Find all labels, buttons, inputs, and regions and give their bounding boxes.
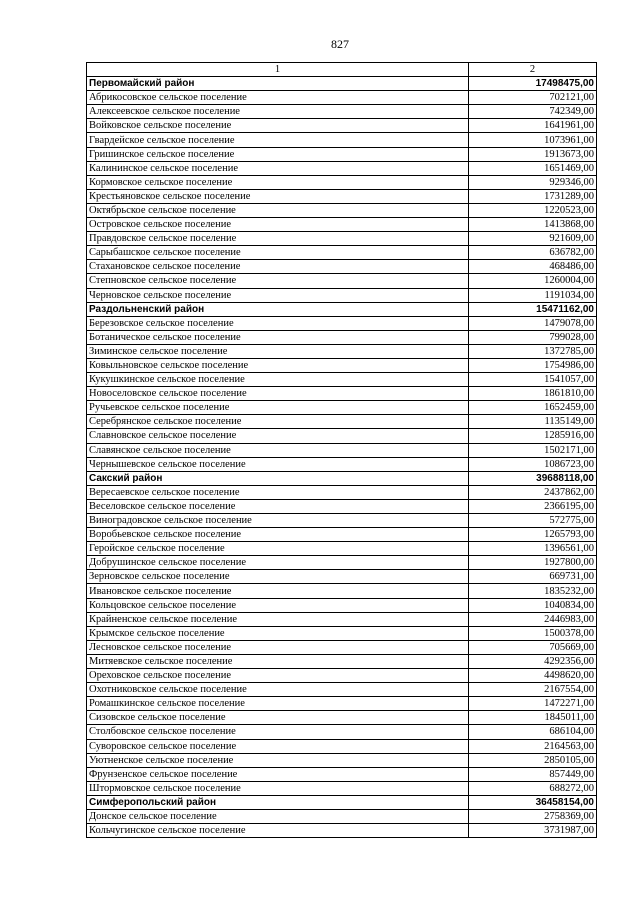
settlement-amount: 1472271,00 xyxy=(469,697,597,711)
table-row xyxy=(87,767,597,781)
table-row xyxy=(87,739,597,753)
table-row xyxy=(87,824,597,838)
settlement-amount: 921609,00 xyxy=(469,232,597,246)
column-header-1: 1 xyxy=(87,63,469,77)
table-row xyxy=(87,626,597,640)
table-row xyxy=(87,189,597,203)
table-row xyxy=(87,584,597,598)
table-row xyxy=(87,175,597,189)
settlement-amount: 1073961,00 xyxy=(469,133,597,147)
table-row xyxy=(87,260,597,274)
settlement-name: Ручьевское сельское поселение xyxy=(87,401,469,415)
settlement-name: Ботаническое сельское поселение xyxy=(87,330,469,344)
settlement-amount: 1135149,00 xyxy=(469,415,597,429)
settlement-name: Митяевское сельское поселение xyxy=(87,654,469,668)
settlement-name: Штормовское сельское поселение xyxy=(87,781,469,795)
column-header-2: 2 xyxy=(469,63,597,77)
table-row xyxy=(87,654,597,668)
table-row xyxy=(87,415,597,429)
district-total: 15471162,00 xyxy=(469,302,597,316)
district-row xyxy=(87,795,597,809)
settlement-name: Кормовское сельское поселение xyxy=(87,175,469,189)
table-row xyxy=(87,316,597,330)
settlement-amount: 1927800,00 xyxy=(469,556,597,570)
table-row xyxy=(87,147,597,161)
settlement-amount: 1861810,00 xyxy=(469,387,597,401)
settlement-amount: 1191034,00 xyxy=(469,288,597,302)
settlement-name: Столбовское сельское поселение xyxy=(87,725,469,739)
settlement-name: Правдовское сельское поселение xyxy=(87,232,469,246)
table-row xyxy=(87,669,597,683)
table-row xyxy=(87,443,597,457)
settlement-amount: 572775,00 xyxy=(469,514,597,528)
settlement-name: Веселовское сельское поселение xyxy=(87,499,469,513)
district-name: Сакский район xyxy=(87,471,469,485)
settlement-name: Чернышевское сельское поселение xyxy=(87,457,469,471)
settlement-name: Стахановское сельское поселение xyxy=(87,260,469,274)
settlement-name: Ивановское сельское поселение xyxy=(87,584,469,598)
table-row xyxy=(87,387,597,401)
district-name: Первомайский район xyxy=(87,77,469,91)
table-row xyxy=(87,556,597,570)
district-total: 39688118,00 xyxy=(469,471,597,485)
settlement-name: Сизовское сельское поселение xyxy=(87,711,469,725)
settlement-amount: 2164563,00 xyxy=(469,739,597,753)
settlement-amount: 669731,00 xyxy=(469,570,597,584)
settlement-amount: 2167554,00 xyxy=(469,683,597,697)
table-row xyxy=(87,358,597,372)
settlement-name: Ореховское сельское поселение xyxy=(87,669,469,683)
settlement-name: Славянское сельское поселение xyxy=(87,443,469,457)
table-row xyxy=(87,274,597,288)
settlement-amount: 1040834,00 xyxy=(469,598,597,612)
table-row xyxy=(87,499,597,513)
district-row xyxy=(87,471,597,485)
table-row xyxy=(87,203,597,217)
settlement-amount: 1372785,00 xyxy=(469,344,597,358)
settlement-amount: 636782,00 xyxy=(469,246,597,260)
table-row xyxy=(87,105,597,119)
settlement-name: Геройское сельское поселение xyxy=(87,542,469,556)
settlement-amount: 1541057,00 xyxy=(469,373,597,387)
table-row xyxy=(87,528,597,542)
settlement-name: Крымское сельское поселение xyxy=(87,626,469,640)
table-row xyxy=(87,570,597,584)
table-row xyxy=(87,683,597,697)
settlement-amount: 1220523,00 xyxy=(469,203,597,217)
settlement-amount: 2850105,00 xyxy=(469,753,597,767)
table-row xyxy=(87,514,597,528)
settlement-name: Охотниковское сельское поселение xyxy=(87,683,469,697)
settlement-name: Гришинское сельское поселение xyxy=(87,147,469,161)
district-total: 17498475,00 xyxy=(469,77,597,91)
settlement-name: Степновское сельское поселение xyxy=(87,274,469,288)
settlement-amount: 1479078,00 xyxy=(469,316,597,330)
settlement-amount: 799028,00 xyxy=(469,330,597,344)
table-row xyxy=(87,457,597,471)
settlement-amount: 1502171,00 xyxy=(469,443,597,457)
settlement-name: Ромашкинское сельское поселение xyxy=(87,697,469,711)
table-row xyxy=(87,711,597,725)
table-row xyxy=(87,246,597,260)
table-row xyxy=(87,373,597,387)
settlement-amount: 702121,00 xyxy=(469,91,597,105)
table-row xyxy=(87,344,597,358)
settlement-amount: 2437862,00 xyxy=(469,485,597,499)
settlement-name: Новоселовское сельское поселение xyxy=(87,387,469,401)
table-header-row xyxy=(87,63,597,77)
settlement-name: Вересаевское сельское поселение xyxy=(87,485,469,499)
budget-table xyxy=(86,62,597,838)
table-row xyxy=(87,753,597,767)
settlement-amount: 705669,00 xyxy=(469,640,597,654)
settlement-amount: 1835232,00 xyxy=(469,584,597,598)
district-name: Раздольненский район xyxy=(87,302,469,316)
district-total: 36458154,00 xyxy=(469,795,597,809)
settlement-name: Славновское сельское поселение xyxy=(87,429,469,443)
settlement-name: Сарыбашское сельское поселение xyxy=(87,246,469,260)
settlement-name: Гвардейское сельское поселение xyxy=(87,133,469,147)
settlement-amount: 1652459,00 xyxy=(469,401,597,415)
settlement-name: Войковское сельское поселение xyxy=(87,119,469,133)
table-row xyxy=(87,542,597,556)
table-row xyxy=(87,218,597,232)
table-row xyxy=(87,330,597,344)
page-number: 827 xyxy=(331,37,349,51)
settlement-amount: 2446983,00 xyxy=(469,612,597,626)
settlement-amount: 1285916,00 xyxy=(469,429,597,443)
table-row xyxy=(87,232,597,246)
table-row xyxy=(87,697,597,711)
settlement-name: Алексеевское сельское поселение xyxy=(87,105,469,119)
table-row xyxy=(87,640,597,654)
table-row xyxy=(87,133,597,147)
settlement-amount: 4292356,00 xyxy=(469,654,597,668)
settlement-amount: 1260004,00 xyxy=(469,274,597,288)
settlement-name: Суворовское сельское поселение xyxy=(87,739,469,753)
settlement-amount: 857449,00 xyxy=(469,767,597,781)
settlement-name: Кукушкинское сельское поселение xyxy=(87,373,469,387)
table-body xyxy=(87,77,597,838)
settlement-amount: 1754986,00 xyxy=(469,358,597,372)
settlement-name: Калининское сельское поселение xyxy=(87,161,469,175)
table-row xyxy=(87,91,597,105)
settlement-amount: 686104,00 xyxy=(469,725,597,739)
table-row xyxy=(87,401,597,415)
table-row xyxy=(87,485,597,499)
settlement-name: Фрунзенское сельское поселение xyxy=(87,767,469,781)
settlement-name: Кольчугинское сельское поселение xyxy=(87,824,469,838)
settlement-amount: 1396561,00 xyxy=(469,542,597,556)
settlement-amount: 1086723,00 xyxy=(469,457,597,471)
settlement-name: Зерновское сельское поселение xyxy=(87,570,469,584)
table-row xyxy=(87,119,597,133)
table-row xyxy=(87,809,597,823)
table-row xyxy=(87,161,597,175)
settlement-name: Уютненское сельское поселение xyxy=(87,753,469,767)
table-row xyxy=(87,725,597,739)
settlement-name: Октябрьское сельское поселение xyxy=(87,203,469,217)
settlement-amount: 2366195,00 xyxy=(469,499,597,513)
table-row xyxy=(87,598,597,612)
settlement-amount: 1731289,00 xyxy=(469,189,597,203)
settlement-name: Кольцовское сельское поселение xyxy=(87,598,469,612)
settlement-amount: 1500378,00 xyxy=(469,626,597,640)
district-name: Симферопольский район xyxy=(87,795,469,809)
settlement-amount: 1845011,00 xyxy=(469,711,597,725)
settlement-amount: 1413868,00 xyxy=(469,218,597,232)
district-row xyxy=(87,302,597,316)
settlement-amount: 688272,00 xyxy=(469,781,597,795)
settlement-name: Воробьевское сельское поселение xyxy=(87,528,469,542)
settlement-name: Лесновское сельское поселение xyxy=(87,640,469,654)
settlement-name: Зиминское сельское поселение xyxy=(87,344,469,358)
settlement-name: Черновское сельское поселение xyxy=(87,288,469,302)
table-row xyxy=(87,781,597,795)
settlement-name: Ковыльновское сельское поселение xyxy=(87,358,469,372)
settlement-amount: 1641961,00 xyxy=(469,119,597,133)
settlement-amount: 4498620,00 xyxy=(469,669,597,683)
table-row xyxy=(87,288,597,302)
settlement-amount: 1913673,00 xyxy=(469,147,597,161)
settlement-amount: 929346,00 xyxy=(469,175,597,189)
settlement-amount: 1265793,00 xyxy=(469,528,597,542)
settlement-amount: 3731987,00 xyxy=(469,824,597,838)
settlement-name: Островское сельское поселение xyxy=(87,218,469,232)
settlement-name: Донское сельское поселение xyxy=(87,809,469,823)
settlement-name: Серебрянское сельское поселение xyxy=(87,415,469,429)
table-row xyxy=(87,429,597,443)
settlement-amount: 742349,00 xyxy=(469,105,597,119)
settlement-amount: 2758369,00 xyxy=(469,809,597,823)
table-row xyxy=(87,612,597,626)
settlement-name: Виноградовское сельское поселение xyxy=(87,514,469,528)
settlement-name: Крайненское сельское поселение xyxy=(87,612,469,626)
settlement-amount: 468486,00 xyxy=(469,260,597,274)
settlement-amount: 1651469,00 xyxy=(469,161,597,175)
district-row xyxy=(87,77,597,91)
settlement-name: Абрикосовское сельское поселение xyxy=(87,91,469,105)
settlement-name: Добрушинское сельское поселение xyxy=(87,556,469,570)
settlement-name: Крестьяновское сельское поселение xyxy=(87,189,469,203)
settlement-name: Березовское сельское поселение xyxy=(87,316,469,330)
